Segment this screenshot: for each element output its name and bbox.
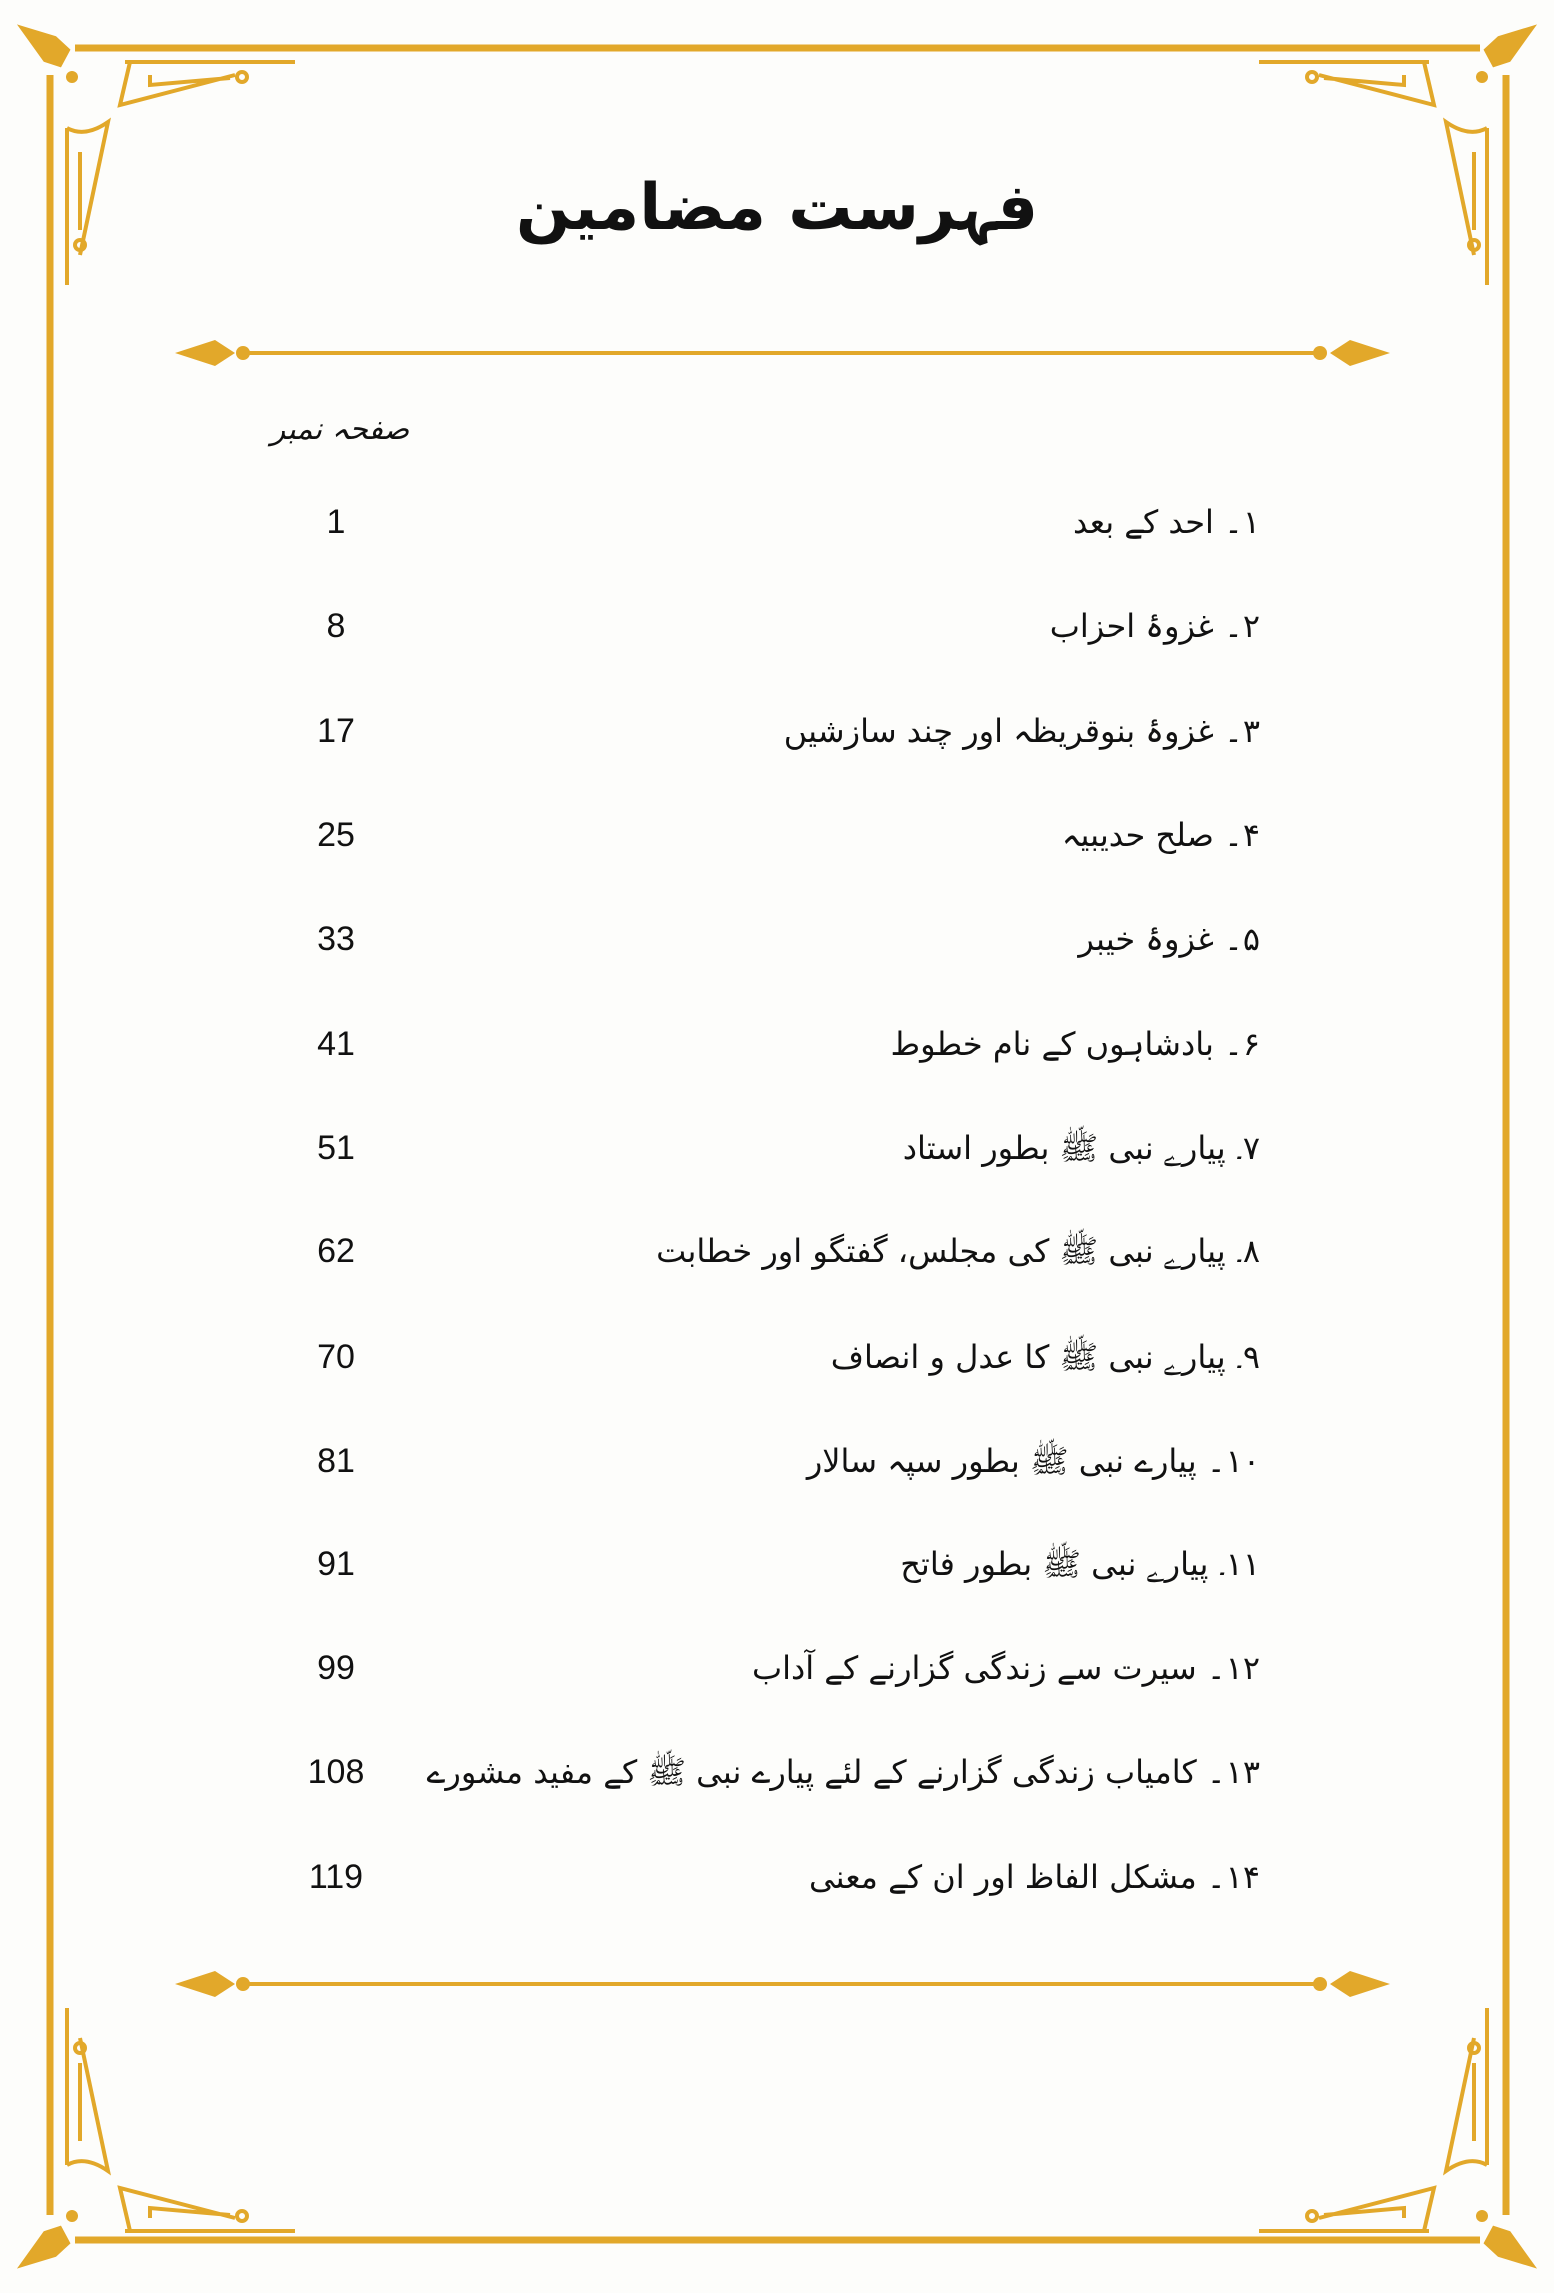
toc-entry[interactable] — [300, 1534, 1260, 1594]
toc-entry[interactable] — [300, 1327, 1260, 1387]
toc-entry-title: ۱۲۔ سیرت سے زندگی گزارنے کے آداب — [751, 1649, 1260, 1687]
toc-entry-page-number: 1 — [326, 503, 346, 541]
toc-entry-title: ۴۔ صلح حدیبیہ — [1061, 816, 1260, 854]
toc-entry-title: ۱۳۔ کامیاب زندگی گزارنے کے لئے پیارے نبی ﷺ کے مفید مشورے — [426, 1753, 1260, 1791]
toc-entry-title: ۱۔ احد کے بعد — [1072, 503, 1260, 541]
toc-entry[interactable] — [300, 805, 1260, 865]
toc-entry-page-number: 108 — [307, 1753, 365, 1791]
toc-entry[interactable] — [300, 1431, 1260, 1491]
divider-top — [175, 340, 1390, 366]
toc-entry-page-number: 33 — [317, 920, 355, 958]
toc-entry[interactable] — [300, 1847, 1260, 1907]
toc-entry-title: ۵۔ غزوۂ خیبر — [1078, 920, 1260, 958]
toc-entry-page-number: 41 — [317, 1025, 355, 1063]
toc-entry[interactable] — [300, 909, 1260, 969]
toc-entry[interactable] — [300, 1638, 1260, 1698]
toc-entry-title: ۱۱۔ پیارے نبی ﷺ بطور فاتح — [900, 1545, 1260, 1583]
toc-entry[interactable] — [300, 1014, 1260, 1074]
toc-entry-title: ۱۴۔ مشکل الفاظ اور ان کے معنی — [809, 1858, 1260, 1896]
toc-entry-title: ۸۔ پیارے نبی ﷺ کی مجلس، گفتگو اور خطابت — [656, 1232, 1260, 1270]
toc-entry[interactable] — [300, 1118, 1260, 1178]
page-title: فہرست مضامین — [515, 171, 1039, 245]
toc-entry-page-number: 81 — [317, 1442, 355, 1480]
toc-entry-title: ۶۔ بادشاہوں کے نام خطوط — [890, 1025, 1260, 1063]
toc-entry-title: ۹۔ پیارے نبی ﷺ کا عدل و انصاف — [830, 1338, 1260, 1376]
toc-entry[interactable] — [300, 596, 1260, 656]
toc-entry[interactable] — [300, 492, 1260, 552]
toc-entry[interactable] — [300, 1742, 1260, 1802]
toc-entry-title: ۳۔ غزوۂ بنوقریظہ اور چند سازشیں — [783, 712, 1260, 750]
toc-entry[interactable] — [300, 701, 1260, 761]
toc-entry-title: ۱۰۔ پیارے نبی ﷺ بطور سپہ سالار — [806, 1442, 1260, 1480]
page-number-header: صفحہ نمبر — [270, 412, 410, 447]
toc-entry-page-number: 70 — [317, 1338, 355, 1376]
toc-entry-page-number: 119 — [308, 1858, 364, 1896]
toc-entry-title: ۷۔ پیارے نبی ﷺ بطور استاد — [902, 1129, 1260, 1167]
toc-entry-page-number: 8 — [326, 607, 346, 645]
toc-entry-page-number: 51 — [317, 1129, 355, 1167]
toc-entry-page-number: 62 — [317, 1232, 355, 1270]
toc-entry-page-number: 99 — [317, 1649, 355, 1687]
toc-entry-page-number: 25 — [317, 816, 355, 854]
toc-entry-page-number: 91 — [317, 1545, 355, 1583]
toc-entry-title: ۲۔ غزوۂ احزاب — [1049, 607, 1260, 645]
toc-entry[interactable] — [300, 1221, 1260, 1281]
toc-entry-page-number: 17 — [317, 712, 355, 750]
divider-bottom — [175, 1971, 1390, 1997]
